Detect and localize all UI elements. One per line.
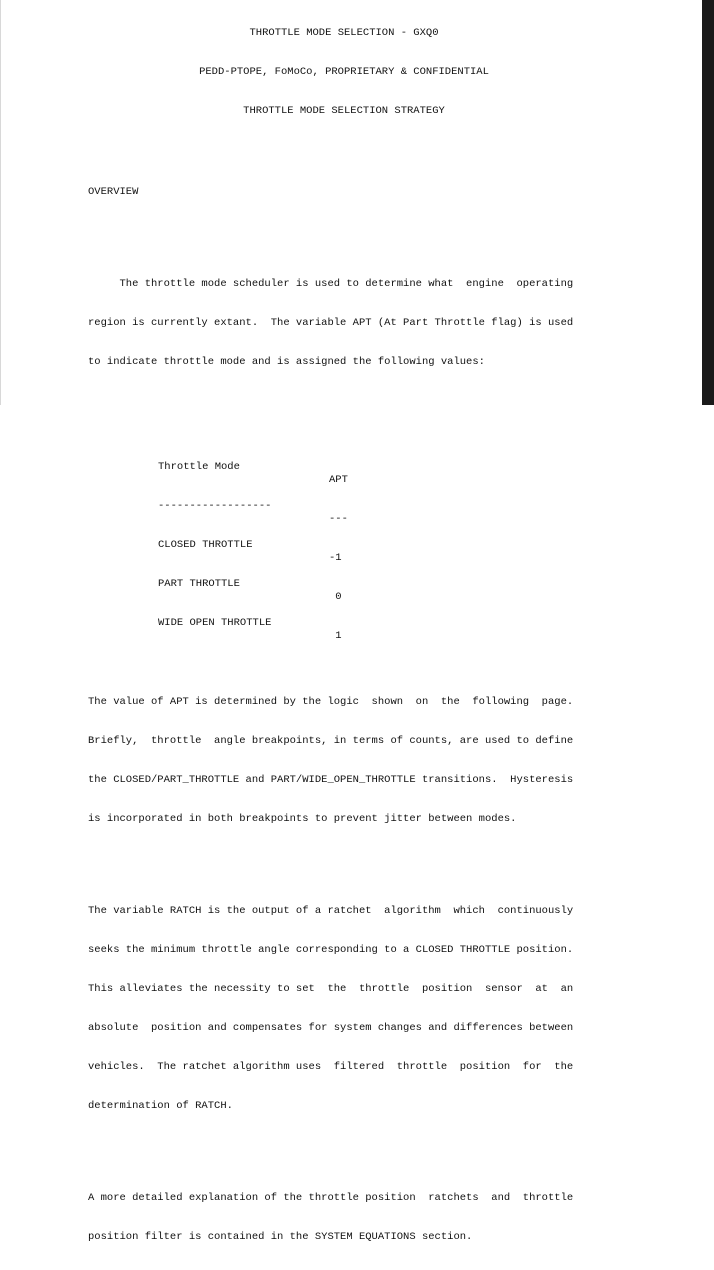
para3-line2: seeks the minimum throttle angle corresponding to a CLOSED THROTTLE position. bbox=[88, 944, 574, 956]
para2-line1: The value of APT is determined by the logic shown on the following page. bbox=[88, 696, 574, 708]
table-cell-apt: -1 bbox=[329, 552, 342, 564]
table-cell-mode: CLOSED THROTTLE bbox=[158, 539, 253, 551]
para1-line1: The throttle mode scheduler is used to determine what engine operating bbox=[88, 278, 574, 290]
para3-line4: absolute position and compensates for system changes and differences between bbox=[88, 1022, 574, 1034]
table-separator-mode: ------------------ bbox=[158, 500, 272, 512]
para4-line2: position filter is contained in the SYSTEM EQUATIONS section. bbox=[88, 1231, 473, 1243]
para2-line2: Briefly, throttle angle breakpoints, in terms of counts, are used to define bbox=[88, 735, 574, 747]
table-header-apt: APT bbox=[329, 474, 348, 486]
table-header-mode: Throttle Mode bbox=[158, 461, 240, 473]
section-title-overview: OVERVIEW bbox=[88, 186, 139, 198]
para2-line4: is incorporated in both breakpoints to prevent jitter between modes. bbox=[88, 813, 517, 825]
table-separator-row bbox=[88, 487, 628, 525]
para3-line1: The variable RATCH is the output of a ratchet algorithm which continuously bbox=[88, 905, 574, 917]
para1-line3: to indicate throttle mode and is assigned the following values: bbox=[88, 356, 485, 368]
document-body bbox=[88, 0, 628, 1270]
table-separator-apt: --- bbox=[329, 513, 348, 525]
vertical-scrollbar[interactable] bbox=[702, 0, 714, 405]
para2-line3: the CLOSED/PART_THROTTLE and PART/WIDE_OPEN_THROTTLE transitions. Hysteresis bbox=[88, 774, 574, 786]
header-title: THROTTLE MODE SELECTION - GXQ0 bbox=[249, 27, 439, 39]
table-row bbox=[88, 526, 628, 564]
table-cell-apt: 1 bbox=[329, 630, 342, 642]
para3-line3: This alleviates the necessity to set the throttle position sensor at an bbox=[88, 983, 574, 995]
para3-line6: determination of RATCH. bbox=[88, 1100, 233, 1112]
table-header-row bbox=[88, 448, 628, 486]
para1-line2: region is currently extant. The variable APT (At Part Throttle flag) is used bbox=[88, 317, 574, 329]
table-row bbox=[88, 565, 628, 603]
table-cell-mode: PART THROTTLE bbox=[158, 578, 240, 590]
header-proprietary: PEDD-PTOPE, FoMoCo, PROPRIETARY & CONFIDENTIAL bbox=[199, 66, 489, 78]
para3-line5: vehicles. The ratchet algorithm uses filtered throttle position for the bbox=[88, 1061, 574, 1073]
para4-line1: A more detailed explanation of the throttle position ratchets and throttle bbox=[88, 1192, 574, 1204]
table-row bbox=[88, 604, 628, 642]
table-cell-apt: 0 bbox=[329, 591, 342, 603]
table-cell-mode: WIDE OPEN THROTTLE bbox=[158, 617, 272, 629]
header-strategy: THROTTLE MODE SELECTION STRATEGY bbox=[243, 105, 445, 117]
